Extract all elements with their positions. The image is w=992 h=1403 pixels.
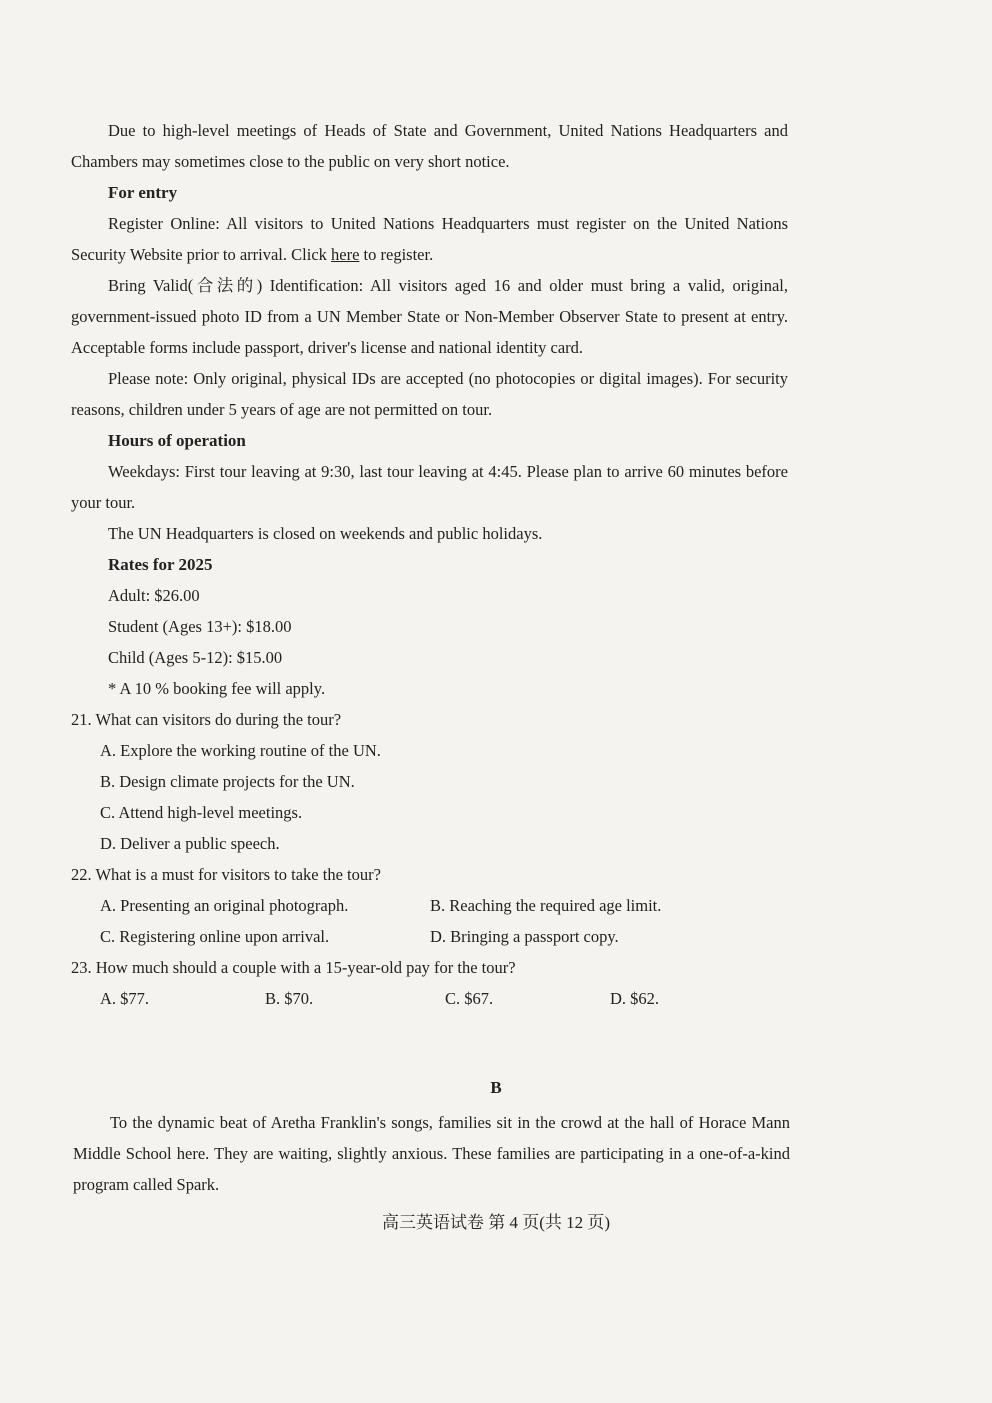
closed-paragraph: The UN Headquarters is closed on weekends and public holidays. [108,524,543,543]
q21-option-b: B. Design climate projects for the UN. [100,772,355,791]
q22-option-b: B. Reaching the required age limit. [430,896,662,915]
q22-options-row-2 [71,921,788,952]
rate-adult: Adult: $26.00 [108,586,200,605]
q21-option-c: C. Attend high-level meetings. [100,803,303,822]
question-23: 23. How much should a couple with a 15-year-old pay for the tour? [71,958,516,977]
question-22: 22. What is a must for visitors to take the tour? [71,865,381,884]
q23-options-row [71,983,788,1014]
register-link[interactable]: here [331,245,360,264]
passage-b [73,1107,790,1200]
q23-option-c: C. $67. [445,989,494,1008]
passage-a [71,115,788,1014]
intro-paragraph: Due to high-level meetings of Heads of State and Government, United Nations Headquarters and Chambers may sometimes close to the public on very short notice. [71,121,788,171]
rate-student: Student (Ages 13+): $18.00 [108,617,292,636]
q22-option-d: D. Bringing a passport copy. [430,927,619,946]
question-21: 21. What can visitors do during the tour? [71,710,342,729]
weekdays-paragraph: Weekdays: First tour leaving at 9:30, last tour leaving at 4:45. Please plan to arrive 60 minutes before your tour. [71,462,788,512]
entry-heading: For entry [108,183,178,202]
q21-option-d: D. Deliver a public speech. [100,834,280,853]
valid-id-paragraph: Bring Valid(合法的) Identification: All visitors aged 16 and older must bring a valid, original, government-issued photo ID from a UN Member State or Non-Member Observer State to present at entry. Acceptable forms include passport, driver's license and national identity card. [71,276,788,357]
note-paragraph: Please note: Only original, physical IDs are accepted (no photocopies or digital images). For security reasons, children under 5 years of age are not permitted on tour. [71,369,788,419]
booking-fee-note: * A 10 % booking fee will apply. [108,679,326,698]
q22-options-row-1 [71,890,788,921]
rates-heading: Rates for 2025 [108,555,213,574]
q23-option-a: A. $77. [100,989,150,1008]
q22-option-a: A. Presenting an original photograph. [100,896,349,915]
register-text: Register Online: All visitors to United Nations Headquarters must register on the United Nations Security Website prior to arrival. Click [71,214,788,264]
q22-option-c: C. Registering online upon arrival. [100,927,330,946]
page-footer: 高三英语试卷 第 4 页(共 12 页) [381,1213,611,1232]
q21-option-a: A. Explore the working routine of the UN. [100,741,381,760]
passage-b-paragraph: To the dynamic beat of Aretha Franklin's songs, families sit in the crowd at the hall of Horace Mann Middle School here. They are waiting, slightly anxious. These families are participating in a one-of-a-kind program called Spark. [73,1113,790,1194]
q23-option-b: B. $70. [265,989,314,1008]
q23-option-d: D. $62. [610,989,660,1008]
rate-child: Child (Ages 5-12): $15.00 [108,648,283,667]
register-text-end: to register. [359,245,434,264]
register-paragraph [71,208,788,270]
section-b-label: B [490,1078,502,1097]
hours-heading: Hours of operation [108,431,246,450]
